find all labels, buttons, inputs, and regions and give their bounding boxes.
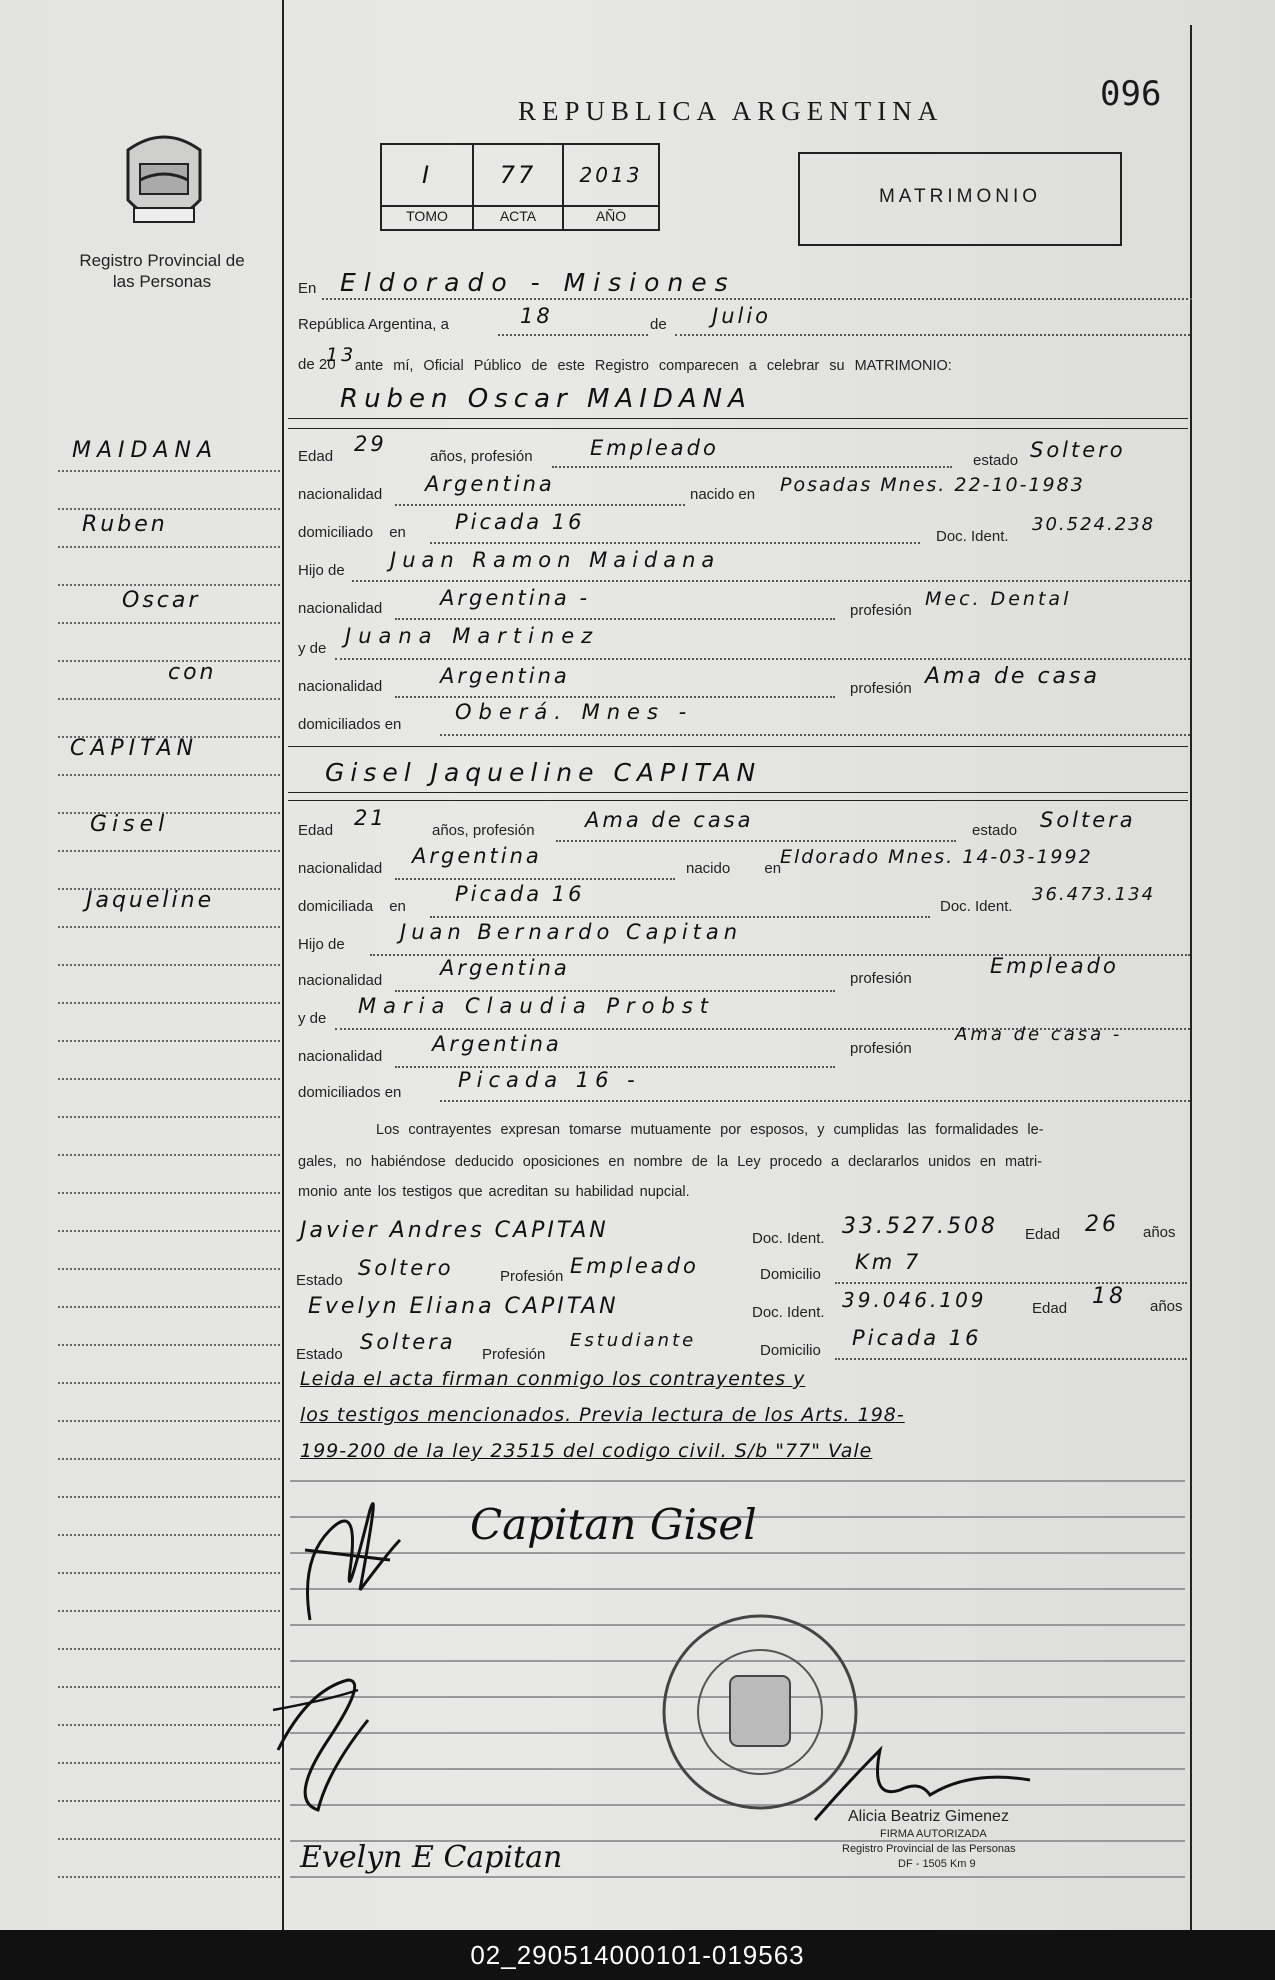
groom-signature	[290, 1470, 410, 1640]
witness1-address: Km 7	[855, 1250, 922, 1274]
folio-number: 096	[1100, 74, 1162, 114]
margin-word-6: Gisel	[90, 812, 170, 837]
closing-note-3: 199-200 de la ley 23515 del codigo civil. S/b "77" Vale	[300, 1440, 873, 1462]
bride-age: 21	[354, 806, 387, 830]
witness1-signature	[268, 1650, 378, 1820]
witness2-address: Picada 16	[852, 1326, 982, 1350]
bride-father-prof: Empleado	[990, 954, 1119, 978]
year-label: de 20	[298, 356, 336, 373]
acta-label: ACTA	[499, 208, 537, 224]
groom-father: Juan Ramon Maidana	[390, 548, 721, 572]
registry-id-table	[380, 143, 660, 231]
declaration-line-2: gales, no habiéndose deducido oposiciones en nombre de la Ley procedo a declararlos unidos en matri-	[298, 1154, 1043, 1170]
year-suffix: 13	[326, 344, 357, 366]
groom-name: Ruben Oscar MAIDANA	[340, 384, 752, 414]
groom-born: Posadas Mnes. 22-10-1983	[780, 474, 1085, 496]
bride-signature: Capitan Gisel	[470, 1500, 757, 1549]
document-page: Registro Provincial de las Personas REPUBLICA ARGENTINA 096 I 77 2013 TOMO ACTA AÑO MATRIMONIO En Eldorado - Misiones República Argentina, a 18 de Julio de 20 13 ante mí, Oficial Público de este Registro comparecen a celebrar su MATRIMONIO: Ruben Oscar MAIDANA Edad 29 años, profesión Empleado estado Soltero nacionalidad Argentina nacido en Posadas Mnes. 22-10-1983 domiciliado en Picada 16 Doc. Ident. 30.524.238 Hijo de Juan Ramon Maidana nacionalidad Argentina - profesión Mec. Dental y de Juana Martinez nacionalidad Argentina profesión Ama de casa domiciliados en Oberá. Mnes - Gisel Jaqueline CAPITAN Edad 21 años, profesión Ama de casa estado Soltera nacionalidad Argentina nacido en Eldorado Mnes. 14-03-1992 domiciliada en Picada 16 Doc. Ident. 36.473.134 Hijo de Juan Bernardo Capitan nacionalidad Argentina profesión Empleado y de Maria Claudia Probst nacionalidad Argentina profesión Ama de casa - domiciliados en Picada 16 - Los contrayentes expresan tomarse mutuamente por esposos, y cumplidas las formalidades le- gales, no habiéndose deducido oposiciones en nombre de la Ley procedo a declararlos unidos en matri- monio ante los testigos que acreditan su habilidad nupcial. Javier Andres CAPITAN Doc. Ident. 33.527.508 Edad 26 años Estado Soltero Profesión Empleado Domicilio Km 7 Evelyn Eliana CAPITAN Doc. Ident. 39.046.109 Edad 18 años Estado Soltera Profesión Estudiante Domicilio Picada 16 Leida el acta firman conmigo los contrayentes y los testigos mencionados. Previa lectura de los Arts. 198- 199-200 de la ley 23515 del codigo civil. S/b "77" Vale Capitan Gisel Evelyn E Capitan Alicia Beatriz Gimenez FIRMA AUTORIZADA Registro Provincial de las Personas DF - 1505 Km 9 MAIDANA Ruben Oscar con CAPITAN Gisel Jaqueline	[0, 0, 1275, 1930]
bride-father: Juan Bernardo Capitan	[400, 920, 743, 944]
tomo-value: I	[421, 161, 433, 189]
groom-profession: Empleado	[590, 436, 719, 460]
closing-note-2: los testigos mencionados. Previa lectura de los Arts. 198-	[300, 1404, 905, 1426]
intro-text: ante mí, Oficial Público de este Registro comparecen a celebrar su MATRIMONIO:	[355, 358, 952, 374]
date-day: 18	[520, 304, 553, 328]
witness2-status: Soltera	[360, 1330, 456, 1354]
groom-parents-address: Oberá. Mnes -	[455, 700, 694, 724]
groom-father-nat: Argentina -	[440, 586, 591, 610]
bride-name: Gisel Jaqueline CAPITAN	[325, 758, 762, 787]
bride-father-nat: Argentina	[440, 956, 570, 980]
witness2-doc: 39.046.109	[842, 1288, 987, 1312]
bride-born: Eldorado Mnes. 14-03-1992	[780, 846, 1093, 868]
margin-word-4: con	[168, 660, 217, 685]
groom-age: 29	[354, 432, 387, 456]
date-month: Julio	[712, 304, 772, 328]
witness1-status: Soltero	[358, 1256, 454, 1280]
bride-civil-status: Soltera	[1040, 808, 1136, 832]
bride-profession: Ama de casa	[585, 808, 754, 832]
record-type-box	[798, 152, 1122, 246]
witness2-age: 18	[1092, 1284, 1126, 1309]
official-office: DF - 1505 Km 9	[898, 1858, 976, 1870]
record-type: MATRIMONIO	[878, 186, 1042, 207]
margin-divider	[282, 0, 284, 1930]
official-registry: Registro Provincial de las Personas	[842, 1843, 1016, 1855]
groom-doc: 30.524.238	[1032, 514, 1156, 535]
acta-value: 77	[499, 161, 537, 189]
witness1-doc: 33.527.508	[842, 1214, 998, 1239]
witness1-profession: Empleado	[570, 1254, 699, 1278]
declaration-line-3: monio ante los testigos que acreditan su habilidad nupcial.	[298, 1184, 690, 1200]
anio-value: 2013	[579, 163, 643, 187]
registry-name: Registro Provincial de las Personas	[79, 251, 245, 291]
witness2-profession: Estudiante	[570, 1330, 697, 1351]
margin-word-5: CAPITAN	[70, 736, 199, 761]
bride-nationality: Argentina	[412, 844, 542, 868]
margin-word-7: Jaqueline	[86, 888, 215, 913]
closing-note-1: Leida el acta firman conmigo los contrayentes y	[300, 1368, 806, 1390]
en-label: En	[298, 280, 317, 297]
groom-father-prof: Mec. Dental	[925, 588, 1072, 610]
tomo-label: TOMO	[406, 208, 448, 224]
groom-mother-prof: Ama de casa	[925, 664, 1100, 689]
witness1-age: 26	[1085, 1212, 1119, 1237]
witness2-signature: Evelyn E Capitan	[300, 1840, 563, 1875]
witness2-name: Evelyn Eliana CAPITAN	[308, 1294, 619, 1319]
bride-doc: 36.473.134	[1032, 884, 1156, 905]
republica-label: República Argentina, a	[298, 316, 449, 333]
official-name: Alicia Beatriz Gimenez	[848, 1808, 1009, 1825]
bride-mother: Maria Claudia Probst	[358, 994, 716, 1018]
bride-parents-address: Picada 16 -	[458, 1068, 641, 1092]
groom-civil-status: Soltero	[1030, 438, 1126, 462]
de-label: de	[650, 316, 667, 333]
country-title: REPUBLICA ARGENTINA	[518, 96, 944, 126]
witness1-name: Javier Andres CAPITAN	[300, 1218, 609, 1243]
province-seal	[118, 130, 210, 238]
declaration-line-1: Los contrayentes expresan tomarse mutuamente por esposos, y cumplidas las formalidades le-	[376, 1122, 1044, 1138]
file-code-footer: 02_290514000101-019563	[0, 1930, 1275, 1980]
bride-mother-nat: Argentina	[432, 1032, 562, 1056]
bride-mother-prof: Ama de casa -	[955, 1024, 1123, 1045]
margin-word-1: MAIDANA	[72, 438, 219, 463]
groom-mother: Juana Martinez	[345, 624, 600, 648]
groom-address: Picada 16	[455, 510, 585, 534]
margin-word-3: Oscar	[122, 588, 201, 613]
bride-address: Picada 16	[455, 882, 585, 906]
place: Eldorado - Misiones	[340, 268, 736, 297]
groom-nationality: Argentina	[425, 472, 555, 496]
official-role: FIRMA AUTORIZADA	[880, 1828, 987, 1840]
margin-word-2: Ruben	[82, 512, 168, 537]
groom-mother-nat: Argentina	[440, 664, 570, 688]
right-border	[1190, 25, 1192, 1930]
anio-label: AÑO	[595, 208, 627, 224]
